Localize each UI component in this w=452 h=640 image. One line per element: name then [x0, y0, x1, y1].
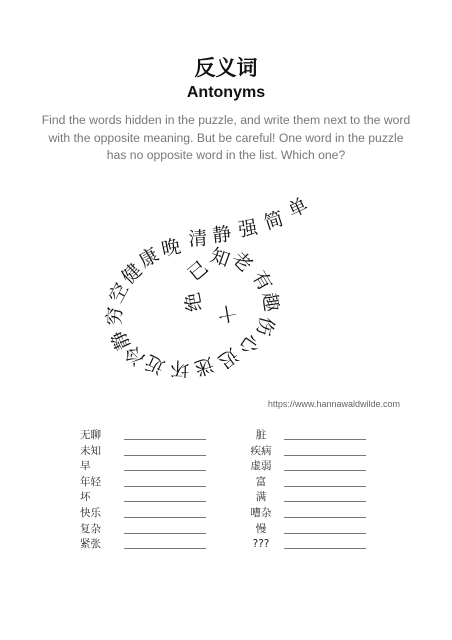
- word-label: 快乐: [80, 506, 101, 519]
- answer-line[interactable]: [124, 470, 206, 471]
- word-label: 慢: [255, 522, 267, 535]
- word-label: 早: [80, 460, 91, 473]
- word-label: 复杂: [80, 522, 101, 535]
- spiral-char: 晚: [159, 235, 183, 261]
- answer-line[interactable]: [124, 486, 206, 487]
- spiral-char: 静: [211, 223, 233, 247]
- spiral-char: 老: [227, 247, 257, 277]
- word-label: 年轻: [80, 475, 101, 488]
- spiral-char: 迟: [213, 343, 243, 373]
- spiral-char: 强: [236, 216, 260, 242]
- word-label: 满: [255, 491, 267, 504]
- page-title: 反义词: [194, 56, 258, 80]
- answer-line[interactable]: [284, 455, 366, 456]
- word-label: 虚弱: [250, 460, 272, 473]
- answer-line[interactable]: [284, 548, 366, 549]
- answer-line[interactable]: [284, 439, 366, 440]
- spiral-char: 伤: [251, 313, 279, 339]
- word-label: 坏: [80, 491, 91, 504]
- answer-line[interactable]: [124, 455, 206, 456]
- spiral-char: 坏: [170, 356, 190, 380]
- word-label: 嘈杂: [250, 506, 272, 519]
- answer-line[interactable]: [124, 501, 206, 502]
- spiral-char: 单: [284, 194, 312, 222]
- answer-line[interactable]: [124, 533, 206, 534]
- spiral-char: 健: [117, 259, 147, 289]
- website-url: https://www.hannawaldwilde.com: [267, 399, 400, 409]
- answer-line[interactable]: [284, 517, 366, 518]
- answer-line[interactable]: [284, 533, 366, 534]
- spiral-char: 简: [261, 207, 287, 235]
- spiral-char: 康: [135, 243, 163, 273]
- answer-line[interactable]: [284, 470, 366, 471]
- word-label: 无聊: [80, 429, 101, 441]
- spiral-char: 清: [187, 227, 209, 251]
- answer-line[interactable]: [124, 517, 206, 518]
- page-subtitle: Antonyms: [186, 84, 266, 101]
- word-label: 未知: [80, 444, 101, 457]
- spiral-char: 趣: [257, 291, 283, 313]
- spiral-char: 绝: [181, 290, 207, 314]
- answer-line[interactable]: [124, 548, 206, 549]
- spiral-char: 心: [234, 329, 264, 359]
- spiral-char: 十: [215, 300, 239, 326]
- spiral-char: 近: [141, 350, 169, 378]
- spiral-char: 穷: [103, 306, 127, 326]
- word-label: 疾病: [250, 444, 272, 457]
- answer-line[interactable]: [284, 501, 366, 502]
- word-label: 紧张: [80, 538, 101, 551]
- word-label: 富: [255, 475, 267, 488]
- spiral-char: 空: [104, 279, 134, 307]
- spiral-char: 已: [183, 256, 213, 286]
- word-label: ???: [252, 538, 270, 551]
- spiral-characters: [104, 194, 312, 380]
- spiral-char: 静: [107, 326, 135, 354]
- spiral-char: 冷: [120, 340, 150, 370]
- spiral-char: 迷: [191, 352, 217, 380]
- spiral-char: 有: [247, 267, 277, 295]
- word-label: 脏: [255, 429, 267, 441]
- instructions-text: Find the words hidden in the puzzle, and write them next to the word with the opposite meaning. But be careful! One word in the puzzle has no opposite word in the list. Which one?: [41, 113, 411, 162]
- answer-line[interactable]: [124, 439, 206, 440]
- answer-line[interactable]: [284, 486, 366, 487]
- spiral-char: 知: [207, 244, 233, 272]
